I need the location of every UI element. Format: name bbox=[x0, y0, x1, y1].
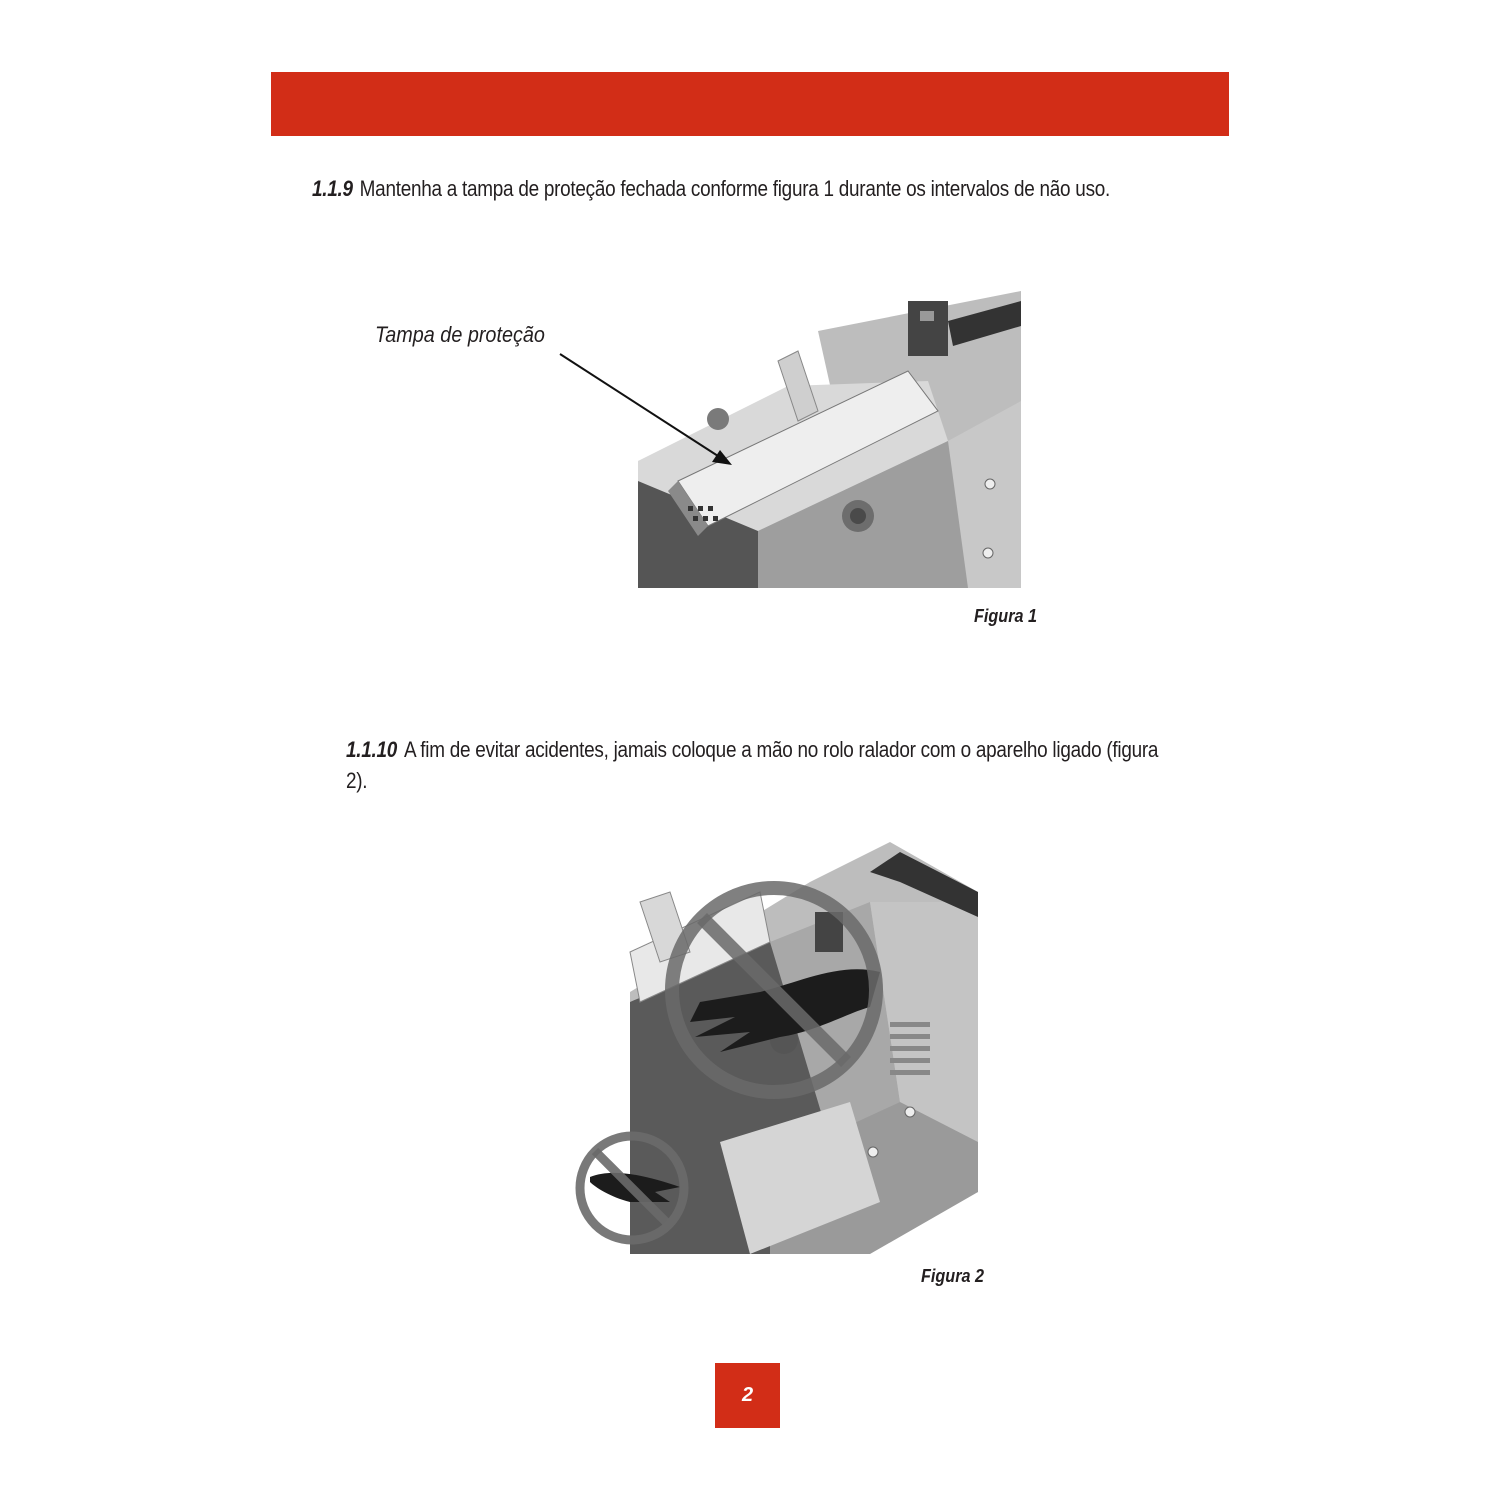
figure-1-illustration bbox=[638, 291, 1021, 588]
section-1-1-9 bbox=[312, 173, 1181, 204]
section-text: A fim de evitar acidentes, jamais coloque a mão no rolo ralador com o aparelho ligado (figura 2). bbox=[346, 737, 1159, 793]
figure-1-caption: Figura 1 bbox=[974, 606, 1038, 626]
figure-1-callout-label: Tampa de proteção bbox=[375, 322, 545, 347]
figure-2-illustration bbox=[570, 842, 978, 1254]
section-number: 1.1.9 bbox=[312, 176, 353, 201]
header-bar bbox=[271, 72, 1229, 136]
section-number: 1.1.10 bbox=[346, 737, 398, 762]
page-number: 2 bbox=[741, 1384, 754, 1406]
page-number-badge bbox=[715, 1363, 780, 1428]
figure-2-caption: Figura 2 bbox=[921, 1266, 985, 1286]
section-text: Mantenha a tampa de proteção fechada conforme figura 1 durante os intervalos de não uso. bbox=[359, 176, 1111, 201]
section-1-1-10 bbox=[346, 734, 1172, 796]
